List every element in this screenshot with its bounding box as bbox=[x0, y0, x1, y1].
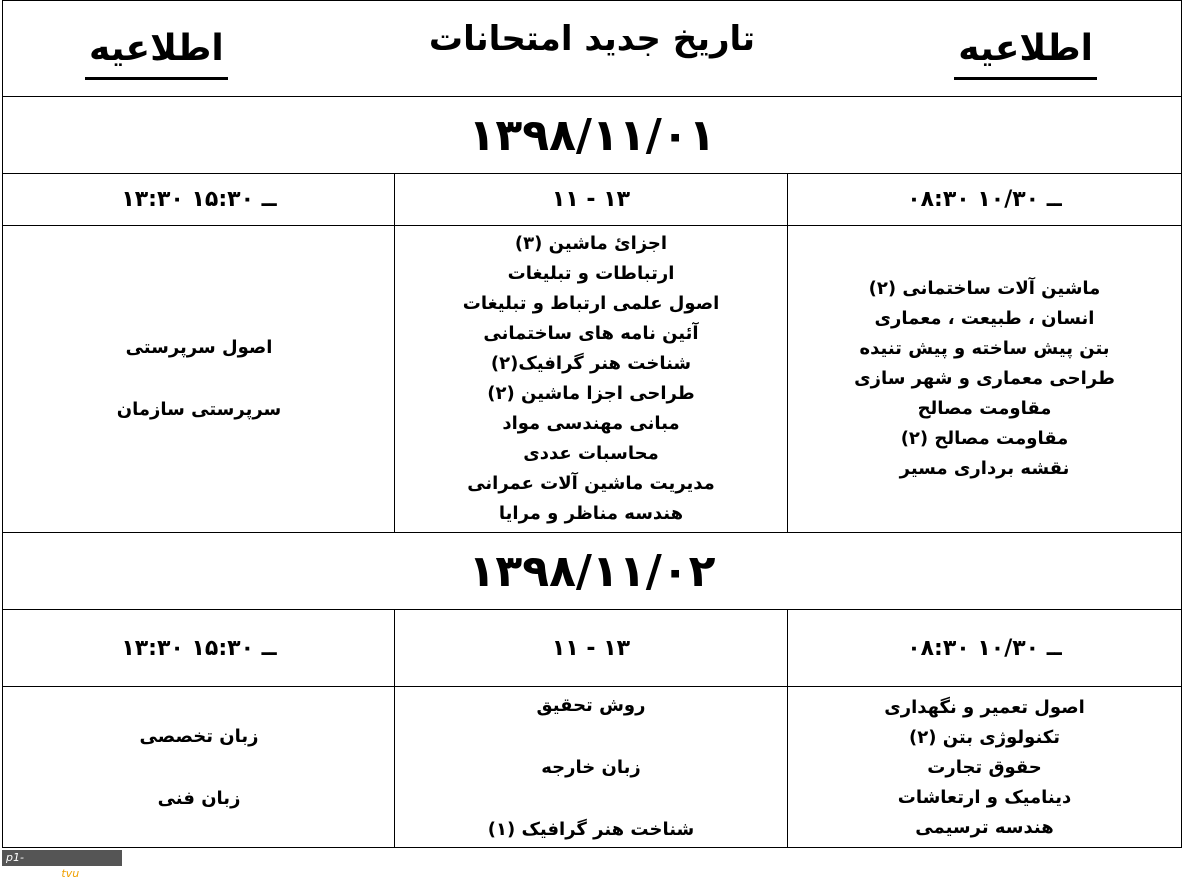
watermark-prefix: p1-hamedan. bbox=[6, 851, 62, 880]
subject-item: زبان تخصصی bbox=[139, 725, 259, 747]
subjects-afternoon bbox=[3, 226, 395, 532]
time-slot-midday bbox=[394, 610, 788, 686]
time-slot-midday bbox=[394, 174, 788, 225]
subject-item: مدیریت ماشین آلات عمرانی bbox=[467, 473, 715, 494]
subject-item: طراحی اجزا ماشین (۲) bbox=[487, 383, 695, 404]
subject-item: مقاومت مصالح bbox=[917, 398, 1052, 419]
subject-item: شناخت هنر گرافیک (۱) bbox=[487, 818, 695, 840]
header-row bbox=[3, 1, 1181, 97]
exam-date-1: ۱۳۹۸/۱۱/۰۱ bbox=[468, 110, 716, 161]
exam-schedule-table bbox=[2, 0, 1182, 848]
subject-item: زبان خارجه bbox=[541, 756, 641, 778]
subject-item: اجزائ ماشین (۳) bbox=[514, 233, 668, 254]
subject-item: آئین نامه های ساختمانی bbox=[483, 323, 699, 344]
subject-item: اصول سرپرستی bbox=[125, 337, 273, 358]
subjects-afternoon bbox=[3, 687, 395, 848]
time-row-1 bbox=[3, 174, 1181, 226]
subject-item: انسان ، طبیعت ، معماری bbox=[874, 308, 1095, 329]
page-title: تاریخ جدید امتحانات bbox=[428, 19, 756, 59]
time-slot-morning bbox=[788, 174, 1181, 225]
date-row-1 bbox=[3, 97, 1181, 174]
time-label: ۱۳:۳۰ ــ ۱۵:۳۰ bbox=[121, 187, 277, 212]
time-label: ۰۸:۳۰ ــ ۱۰/۳۰ bbox=[907, 635, 1062, 661]
subject-item: سرپرستی سازمان bbox=[116, 399, 282, 420]
subject-item: هندسه مناظر و مرایا bbox=[498, 503, 684, 524]
time-slot-afternoon bbox=[3, 174, 395, 225]
subjects-midday bbox=[394, 226, 788, 532]
subject-item: حقوق تجارت bbox=[927, 756, 1042, 778]
notice-heading-right: اطلاعیه bbox=[954, 23, 1097, 80]
time-label: ۱۱ - ۱۳ bbox=[551, 635, 631, 661]
site-watermark bbox=[2, 850, 122, 880]
time-slot-morning bbox=[788, 610, 1181, 686]
subject-item: ماشین آلات ساختمانی (۲) bbox=[868, 278, 1101, 299]
subjects-midday bbox=[394, 687, 788, 848]
subject-item: روش تحقیق bbox=[536, 694, 646, 716]
notice-heading-left: اطلاعیه bbox=[85, 23, 228, 80]
time-row-2 bbox=[3, 610, 1181, 687]
subject-item: تکنولوژی بتن (۲) bbox=[908, 726, 1061, 748]
subject-item: نقشه برداری مسیر bbox=[899, 458, 1070, 479]
subject-item: دینامیک و ارتعاشات bbox=[897, 786, 1072, 808]
subjects-morning bbox=[788, 226, 1181, 532]
subject-item: هندسه ترسیمی bbox=[915, 816, 1054, 838]
time-label: ۱۱ - ۱۳ bbox=[551, 187, 631, 212]
subject-item: مبانی مهندسی مواد bbox=[502, 413, 680, 434]
subjects-morning bbox=[788, 687, 1181, 848]
time-label: ۱۳:۳۰ ــ ۱۵:۳۰ bbox=[121, 635, 277, 661]
subject-item: طراحی معماری و شهر سازی bbox=[854, 368, 1115, 389]
subject-item: مقاومت مصالح (۲) bbox=[900, 428, 1069, 449]
time-label: ۰۸:۳۰ ــ ۱۰/۳۰ bbox=[907, 187, 1062, 212]
subject-item: زبان فنی bbox=[157, 787, 241, 809]
watermark-highlight: tvu bbox=[61, 867, 80, 880]
subject-item: اصول علمی ارتباط و تبلیغات bbox=[462, 293, 720, 314]
time-slot-afternoon bbox=[3, 610, 395, 686]
subject-item: بتن پیش ساخته و پیش تنیده bbox=[859, 338, 1110, 359]
subject-item: اصول تعمیر و نگهداری bbox=[884, 696, 1085, 718]
subjects-row-2 bbox=[3, 687, 1181, 848]
subject-item: ارتباطات و تبلیغات bbox=[507, 263, 675, 284]
date-row-2 bbox=[3, 533, 1181, 610]
subject-item: محاسبات عددی bbox=[523, 443, 659, 464]
watermark-suffix: .ac.ir bbox=[79, 867, 107, 880]
subjects-row-1 bbox=[3, 226, 1181, 533]
exam-date-2: ۱۳۹۸/۱۱/۰۲ bbox=[468, 546, 716, 597]
subject-item: شناخت هنر گرافیک(۲) bbox=[490, 353, 692, 374]
